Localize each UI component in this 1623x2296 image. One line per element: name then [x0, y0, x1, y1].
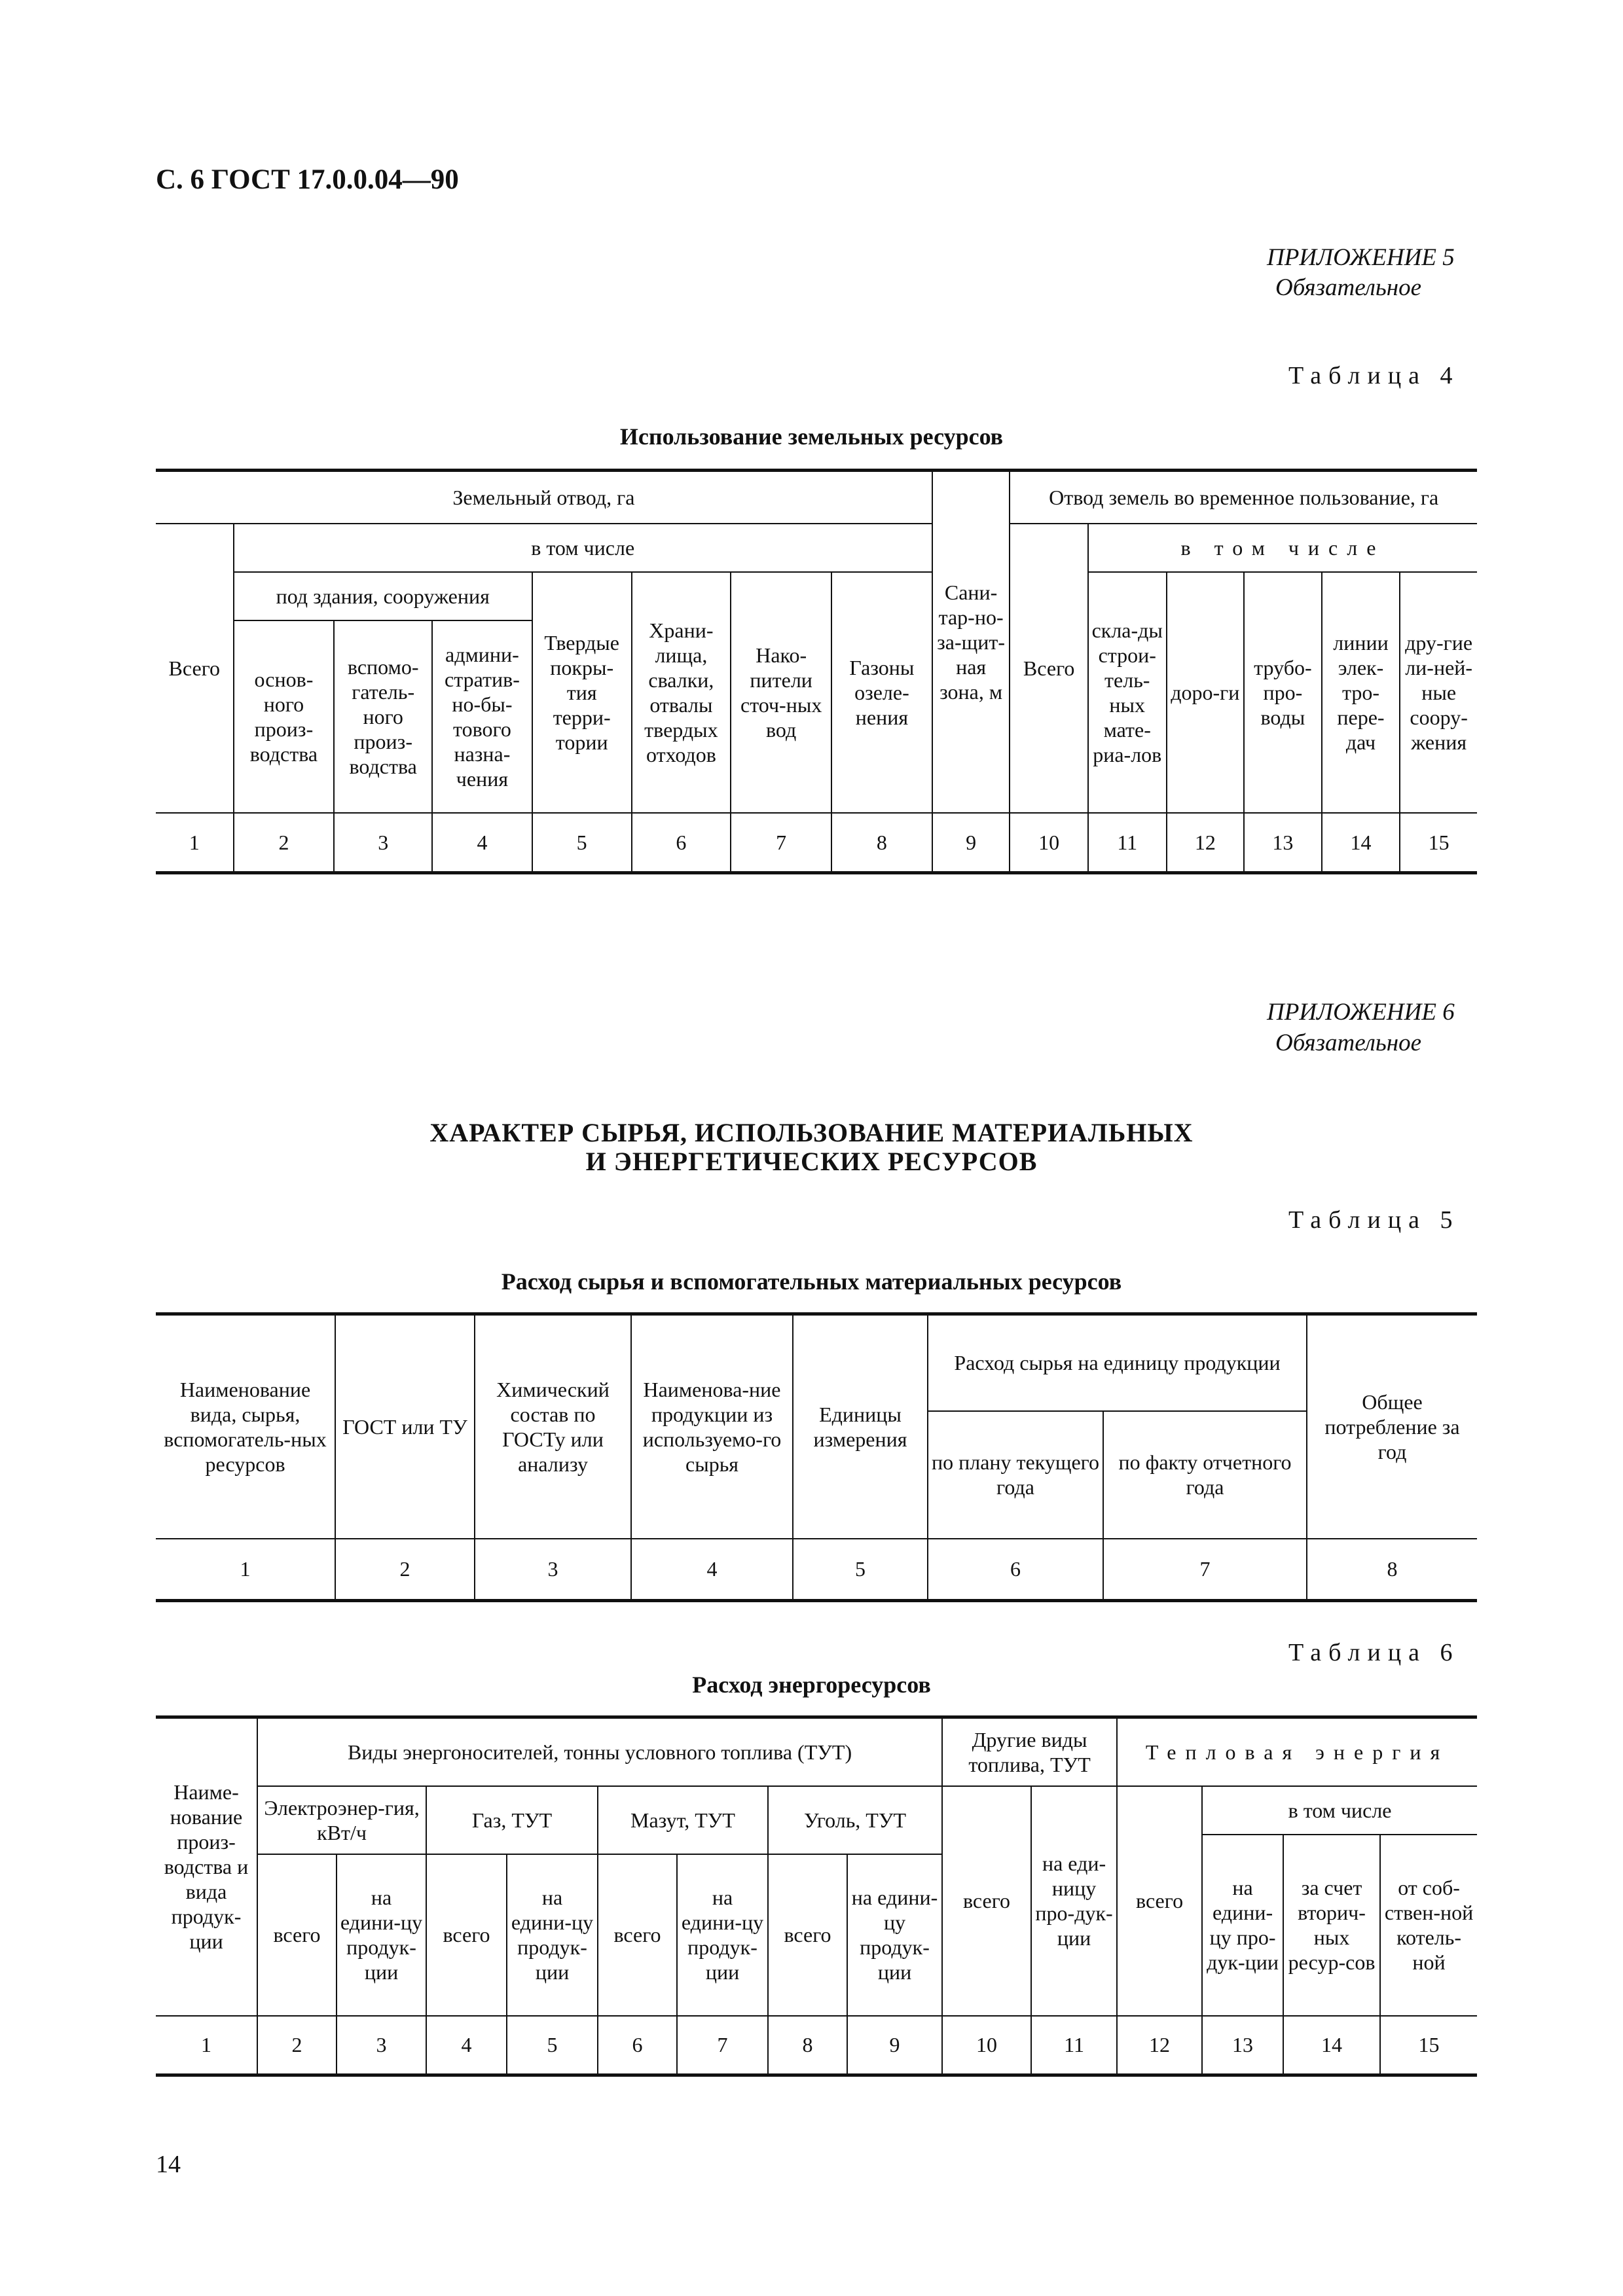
header-za-schet: за счет вторич-ных ресур-сов — [1283, 1835, 1380, 2016]
table-4 — [156, 469, 1477, 874]
header-vtom: в том числе — [1202, 1786, 1477, 1835]
col-number: 12 — [1167, 813, 1245, 873]
header-pod-zdaniya: под здания, сооружения — [234, 572, 532, 620]
col-number: 6 — [598, 2016, 677, 2075]
header-na-edinitsu-3: на едини-цу про-дук-ции — [1202, 1835, 1283, 2016]
header-vsego: Всего — [156, 524, 234, 813]
header-truboprovody: трубо-про-воды — [1244, 572, 1322, 813]
header-vidy: Виды энергоносителей, тонны условного топлива (ТУТ) — [257, 1717, 942, 1786]
col-number: 10 — [1010, 813, 1088, 873]
header-po-planu: по плану текущего года — [928, 1411, 1103, 1539]
col-number: 7 — [731, 813, 831, 873]
header-dorogi: доро-ги — [1167, 572, 1245, 813]
header-administrativno: админи-стратив-но-бы-тового назна-чения — [432, 620, 532, 813]
header-na-edinitsu: на едини-цу продук-ции — [337, 1854, 426, 2016]
header-vsego-2: Всего — [1010, 524, 1088, 813]
col-number: 9 — [847, 2016, 942, 2075]
header-nakopiteli: Нако-пители сточ-ных вод — [731, 572, 831, 813]
table-5-label: Таблица 5 — [1288, 1206, 1460, 1234]
header-raskhod — [928, 1314, 1307, 1411]
appendix-6-heading-line-1: ХАРАКТЕР СЫРЬЯ, ИСПОЛЬЗОВАНИЕ МАТЕРИАЛЬНЫХ — [429, 1118, 1194, 1147]
col-number: 3 — [337, 2016, 426, 2075]
header-naimenovanie: Наиме-нование произ-водства и вида продук-ции — [156, 1717, 257, 2016]
table-6-number-row — [156, 2016, 1477, 2075]
appendix-6-title: ПРИЛОЖЕНИЕ 6 — [1267, 999, 1455, 1026]
col-number: 12 — [1117, 2016, 1202, 2075]
header-po-faktu: по факту отчетного года — [1103, 1411, 1307, 1539]
header-obschee: Общее потребление за год — [1307, 1314, 1477, 1539]
appendix-5-status: Обязательное — [1275, 274, 1422, 301]
header-naim-prod: Наименова-ние продукции из используемо-го сырья — [631, 1314, 793, 1539]
col-number: 7 — [1103, 1539, 1307, 1601]
table-4-number-row — [156, 813, 1477, 873]
col-number: 5 — [793, 1539, 928, 1601]
header-khranilischa: Храни-лища, свалки, отвалы твердых отходов — [632, 572, 731, 813]
table-5-number-row — [156, 1539, 1477, 1601]
col-number: 9 — [932, 813, 1010, 873]
header-ot-sobstv: от соб-ствен-ной котель-ной — [1380, 1835, 1477, 2016]
header-raskhod-rest: сырья на единицу продукции — [1019, 1351, 1281, 1375]
header-gaz: Газ, ТУТ — [426, 1786, 598, 1854]
col-number: 14 — [1283, 2016, 1380, 2075]
col-number: 15 — [1400, 813, 1477, 873]
col-number: 15 — [1380, 2016, 1477, 2075]
col-number: 13 — [1244, 813, 1322, 873]
col-number: 8 — [768, 2016, 847, 2075]
appendix-5-title: ПРИЛОЖЕНИЕ 5 — [1267, 244, 1455, 271]
header-edinitsy: Единицы измерения — [793, 1314, 928, 1539]
header-otvod-vremennoe: Отвод земель во временное пользование, га — [1010, 471, 1477, 524]
col-number: 2 — [335, 1539, 475, 1601]
col-number: 14 — [1322, 813, 1400, 873]
header-naimenovanie: Наименование вида, сырья, вспомогатель-ных ресурсов — [156, 1314, 335, 1539]
header-vspomogatelnogo: вспомо-гатель-ного произ-водства — [334, 620, 432, 813]
col-number: 4 — [426, 2016, 507, 2075]
col-number: 11 — [1031, 2016, 1117, 2075]
table-6-title: Расход энергоресурсов — [692, 1672, 931, 1698]
header-na-edinitsu: на едини-цу продук-ции — [507, 1854, 598, 2016]
header-elektro: Электроэнер-гия, кВт/ч — [257, 1786, 426, 1854]
header-na-edinitsu: на едини-цу продук-ции — [677, 1854, 768, 2016]
col-number: 6 — [632, 813, 731, 873]
table-6 — [156, 1715, 1477, 2077]
col-number: 8 — [1307, 1539, 1477, 1601]
col-number: 2 — [257, 2016, 337, 2075]
header-mazut: Мазут, ТУТ — [598, 1786, 768, 1854]
page-header: С. 6 ГОСТ 17.0.0.04—90 — [156, 164, 459, 195]
col-number: 1 — [156, 813, 234, 873]
header-drugie: дру-гие ли-ней-ные соору-жения — [1400, 572, 1477, 813]
header-raskhod-word: Расход — [954, 1351, 1015, 1375]
header-teplovaya: Тепловая энергия — [1117, 1717, 1477, 1786]
col-number: 7 — [677, 2016, 768, 2075]
col-number: 1 — [156, 1539, 335, 1601]
header-vsego: всего — [426, 1854, 507, 2016]
header-vsego: всего — [768, 1854, 847, 2016]
col-number: 11 — [1088, 813, 1167, 873]
header-vsego: всего — [598, 1854, 677, 2016]
header-linii: линии элек-тро-пере-дач — [1322, 572, 1400, 813]
header-khim: Химический состав по ГОСТу или анализу — [475, 1314, 631, 1539]
col-number: 6 — [928, 1539, 1103, 1601]
header-sklady: скла-ды строи-тель-ных мате-риа-лов — [1088, 572, 1167, 813]
table-4-label: Таблица 4 — [1288, 362, 1460, 389]
header-sanitarno: Сани-тар-но-за-щит-ная зона, м — [932, 471, 1010, 813]
table-4-title: Использование земельных ресурсов — [619, 423, 1004, 450]
col-number: 4 — [631, 1539, 793, 1601]
appendix-6-status: Обязательное — [1275, 1030, 1422, 1056]
col-number: 5 — [507, 2016, 598, 2075]
table-5-title: Расход сырья и вспомогательных материальных ресурсов — [501, 1268, 1122, 1295]
header-osnovnogo: основ-ного произ-водства — [234, 620, 335, 813]
header-gost: ГОСТ или ТУ — [335, 1314, 475, 1539]
header-vsego: всего — [257, 1854, 337, 2016]
header-vtom-2: в том числе — [1088, 524, 1477, 572]
appendix-6-heading-line-2: И ЭНЕРГЕТИЧЕСКИХ РЕСУРСОВ — [585, 1147, 1038, 1176]
page-number: 14 — [156, 2151, 181, 2178]
header-drugie: Другие виды топлива, ТУТ — [942, 1717, 1117, 1786]
col-number: 4 — [432, 813, 532, 873]
col-number: 13 — [1202, 2016, 1283, 2075]
col-number: 3 — [334, 813, 432, 873]
col-number: 1 — [156, 2016, 257, 2075]
table-6-label: Таблица 6 — [1288, 1639, 1460, 1666]
header-vsego: всего — [942, 1786, 1031, 2016]
header-vsego: всего — [1117, 1786, 1202, 2016]
header-zemelny-otvod: Земельный отвод, га — [156, 471, 932, 524]
col-number: 5 — [532, 813, 632, 873]
header-tverdye: Твердые покры-тия терри-тории — [532, 572, 632, 813]
header-na-edinitsu: на едини-цу продук-ции — [847, 1854, 942, 2016]
header-na-edinitsu-2: на еди-ницу про-дук-ции — [1031, 1786, 1117, 2016]
header-ugol: Уголь, ТУТ — [768, 1786, 942, 1854]
header-gazony: Газоны озеле-нения — [831, 572, 932, 813]
header-vtom: в том числе — [234, 524, 932, 572]
col-number: 3 — [475, 1539, 631, 1601]
col-number: 2 — [234, 813, 335, 873]
col-number: 8 — [831, 813, 932, 873]
table-5 — [156, 1312, 1477, 1602]
col-number: 10 — [942, 2016, 1031, 2075]
